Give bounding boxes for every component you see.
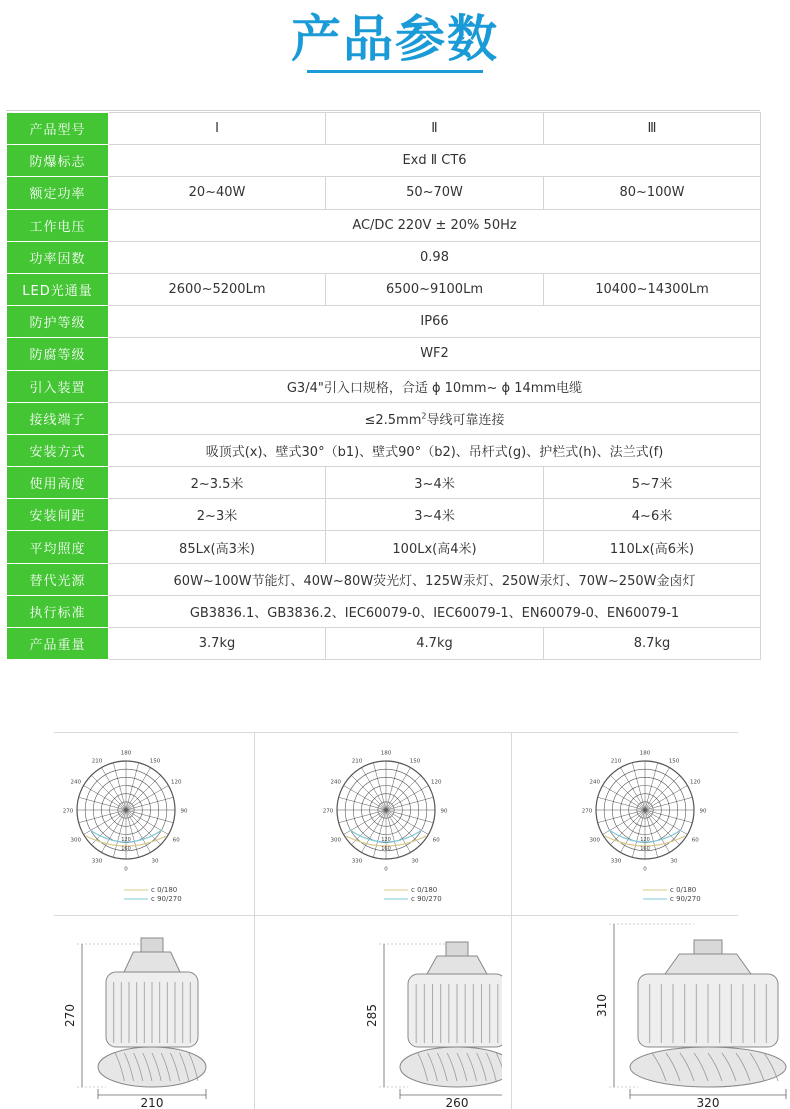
angle-label: 120 xyxy=(170,779,182,786)
radial-label: 120 xyxy=(121,837,131,843)
page-title: 产品参数 xyxy=(291,10,499,68)
angle-label: 90 xyxy=(699,808,707,815)
spec-label: LED光通量 xyxy=(7,273,109,305)
spec-value: 3.7kg xyxy=(109,628,326,660)
angle-label: 60 xyxy=(691,837,699,844)
divider xyxy=(511,732,512,1109)
spec-label: 产品重量 xyxy=(7,628,109,660)
lamp-outline xyxy=(302,922,502,1107)
spec-row xyxy=(7,467,761,499)
height-dimension-label: 270 xyxy=(63,1004,77,1027)
spec-row xyxy=(7,370,761,402)
width-dimension-label: 260 xyxy=(445,1096,469,1107)
spec-label: 引入装置 xyxy=(7,370,109,402)
spec-label: 功率因数 xyxy=(7,241,109,273)
angle-label: 120 xyxy=(430,779,442,786)
legend-entry: c 0/180 xyxy=(411,886,438,894)
angle-label: 240 xyxy=(330,779,342,786)
angle-label: 210 xyxy=(91,758,103,765)
angle-label: 270 xyxy=(62,808,74,815)
spec-row xyxy=(7,402,761,434)
spec-label: 防腐等级 xyxy=(7,338,109,370)
legend-entry: c 0/180 xyxy=(151,886,178,894)
spec-label: 使用高度 xyxy=(7,467,109,499)
angle-label: 30 xyxy=(151,858,159,865)
spec-label: 替代光源 xyxy=(7,563,109,595)
diagrams-panel xyxy=(54,732,738,1109)
angle-label: 150 xyxy=(409,758,421,765)
spec-value: G3/4"引入口规格，合适 ϕ 10mm~ ϕ 14mm电缆 xyxy=(109,370,761,402)
angle-label: 120 xyxy=(689,779,701,786)
radial-label: 160 xyxy=(121,846,131,852)
spec-value: WF2 xyxy=(109,338,761,370)
spec-value: 2~3.5米 xyxy=(109,467,326,499)
spec-value: 60W~100W节能灯、40W~80W荧光灯、125W汞灯、250W汞灯、70W~250W金卤灯 xyxy=(109,563,761,595)
spec-value-text: 导线可靠连接 xyxy=(426,412,505,428)
polar-chart xyxy=(573,742,753,907)
spec-label: 额定功率 xyxy=(7,177,109,209)
spec-value: GB3836.1、GB3836.2、IEC60079-0、IEC60079-1、EN60079-0、EN60079-1 xyxy=(109,595,761,627)
spec-value: 20~40W xyxy=(109,177,326,209)
angle-label: 180 xyxy=(120,750,132,757)
lamp-outline xyxy=(558,922,788,1107)
spec-row xyxy=(7,499,761,531)
spec-row xyxy=(7,113,761,145)
spec-value: 6500~9100Lm xyxy=(326,273,544,305)
spec-label: 产品型号 xyxy=(7,113,109,145)
angle-label: 300 xyxy=(330,837,342,844)
lamp-outline xyxy=(54,922,224,1107)
spec-value: 3~4米 xyxy=(326,499,544,531)
spec-row xyxy=(7,434,761,466)
angle-label: 30 xyxy=(411,858,419,865)
spec-value-superscript: 2 xyxy=(421,411,427,421)
spec-value: 2~3米 xyxy=(109,499,326,531)
angle-label: 90 xyxy=(180,808,188,815)
angle-label: 0 xyxy=(124,866,128,873)
spec-value: 3~4米 xyxy=(326,467,544,499)
spec-label: 防护等级 xyxy=(7,306,109,338)
spec-value: 4.7kg xyxy=(326,628,544,660)
spec-label: 执行标准 xyxy=(7,595,109,627)
spec-row xyxy=(7,177,761,209)
legend-entry: c 90/270 xyxy=(411,895,442,903)
spec-row xyxy=(7,145,761,177)
spec-value: AC/DC 220V ± 20% 50Hz xyxy=(109,209,761,241)
spec-label: 工作电压 xyxy=(7,209,109,241)
angle-label: 240 xyxy=(589,779,601,786)
angle-label: 150 xyxy=(149,758,161,765)
spec-value xyxy=(109,402,761,434)
angle-label: 330 xyxy=(351,858,363,865)
spec-label: 接线端子 xyxy=(7,402,109,434)
radial-label: 160 xyxy=(640,846,650,852)
angle-label: 300 xyxy=(70,837,82,844)
polar-diagram-1 xyxy=(54,742,234,907)
spec-value: IP66 xyxy=(109,306,761,338)
angle-label: 0 xyxy=(643,866,647,873)
spec-value: 100Lx(高4米) xyxy=(326,531,544,563)
spec-value: 2600~5200Lm xyxy=(109,273,326,305)
angle-label: 330 xyxy=(610,858,622,865)
spec-label: 平均照度 xyxy=(7,531,109,563)
angle-label: 300 xyxy=(589,837,601,844)
spec-row xyxy=(7,273,761,305)
spec-row xyxy=(7,241,761,273)
angle-label: 0 xyxy=(384,866,388,873)
divider xyxy=(254,732,255,1109)
width-dimension-label: 320 xyxy=(696,1096,720,1107)
width-dimension-label: 210 xyxy=(140,1096,164,1107)
legend-entry: c 90/270 xyxy=(151,895,182,903)
angle-label: 180 xyxy=(380,750,392,757)
divider xyxy=(54,915,738,916)
spec-label: 安装方式 xyxy=(7,434,109,466)
polar-chart xyxy=(314,742,494,907)
angle-label: 90 xyxy=(440,808,448,815)
angle-label: 180 xyxy=(639,750,651,757)
spec-value: Ⅰ xyxy=(109,113,326,145)
angle-label: 210 xyxy=(610,758,622,765)
spec-value: 5~7米 xyxy=(544,467,761,499)
spec-value: 0.98 xyxy=(109,241,761,273)
lamp-drawing-3 xyxy=(558,922,788,1107)
height-dimension-label: 310 xyxy=(595,994,609,1017)
polar-diagram-3 xyxy=(573,742,753,907)
spec-row xyxy=(7,628,761,660)
radial-label: 120 xyxy=(640,837,650,843)
title-underline xyxy=(307,70,483,73)
spec-value: 10400~14300Lm xyxy=(544,273,761,305)
spec-value-text: ≤2.5mm xyxy=(364,412,422,428)
angle-label: 270 xyxy=(322,808,334,815)
radial-label: 120 xyxy=(381,837,391,843)
angle-label: 330 xyxy=(91,858,103,865)
spec-label: 防爆标志 xyxy=(7,145,109,177)
spec-value: Exd Ⅱ CT6 xyxy=(109,145,761,177)
divider xyxy=(6,110,760,111)
spec-value: 8.7kg xyxy=(544,628,761,660)
divider xyxy=(54,732,738,733)
spec-value: Ⅱ xyxy=(326,113,544,145)
polar-diagram-2 xyxy=(314,742,494,907)
spec-row xyxy=(7,595,761,627)
spec-value: 110Lx(高6米) xyxy=(544,531,761,563)
spec-value: Ⅲ xyxy=(544,113,761,145)
lamp-drawing-1 xyxy=(54,922,224,1107)
angle-label: 60 xyxy=(172,837,180,844)
spec-value: 85Lx(高3米) xyxy=(109,531,326,563)
angle-label: 270 xyxy=(581,808,593,815)
spec-value: 50~70W xyxy=(326,177,544,209)
spec-label: 安装间距 xyxy=(7,499,109,531)
spec-row xyxy=(7,338,761,370)
angle-label: 60 xyxy=(432,837,440,844)
spec-row xyxy=(7,531,761,563)
angle-label: 150 xyxy=(668,758,680,765)
spec-row xyxy=(7,563,761,595)
legend-entry: c 90/270 xyxy=(670,895,701,903)
height-dimension-label: 285 xyxy=(365,1004,379,1027)
polar-chart xyxy=(54,742,234,907)
angle-label: 30 xyxy=(670,858,678,865)
lamp-drawing-2 xyxy=(302,922,502,1107)
spec-row xyxy=(7,306,761,338)
radial-label: 160 xyxy=(381,846,391,852)
angle-label: 240 xyxy=(70,779,82,786)
angle-label: 210 xyxy=(351,758,363,765)
spec-value: 4~6米 xyxy=(544,499,761,531)
legend-entry: c 0/180 xyxy=(670,886,697,894)
spec-value: 80~100W xyxy=(544,177,761,209)
spec-row xyxy=(7,209,761,241)
spec-value: 吸顶式(x)、壁式30°（b1)、壁式90°（b2)、吊杆式(g)、护栏式(h)、法兰式(f) xyxy=(109,434,761,466)
spec-table xyxy=(6,112,761,660)
